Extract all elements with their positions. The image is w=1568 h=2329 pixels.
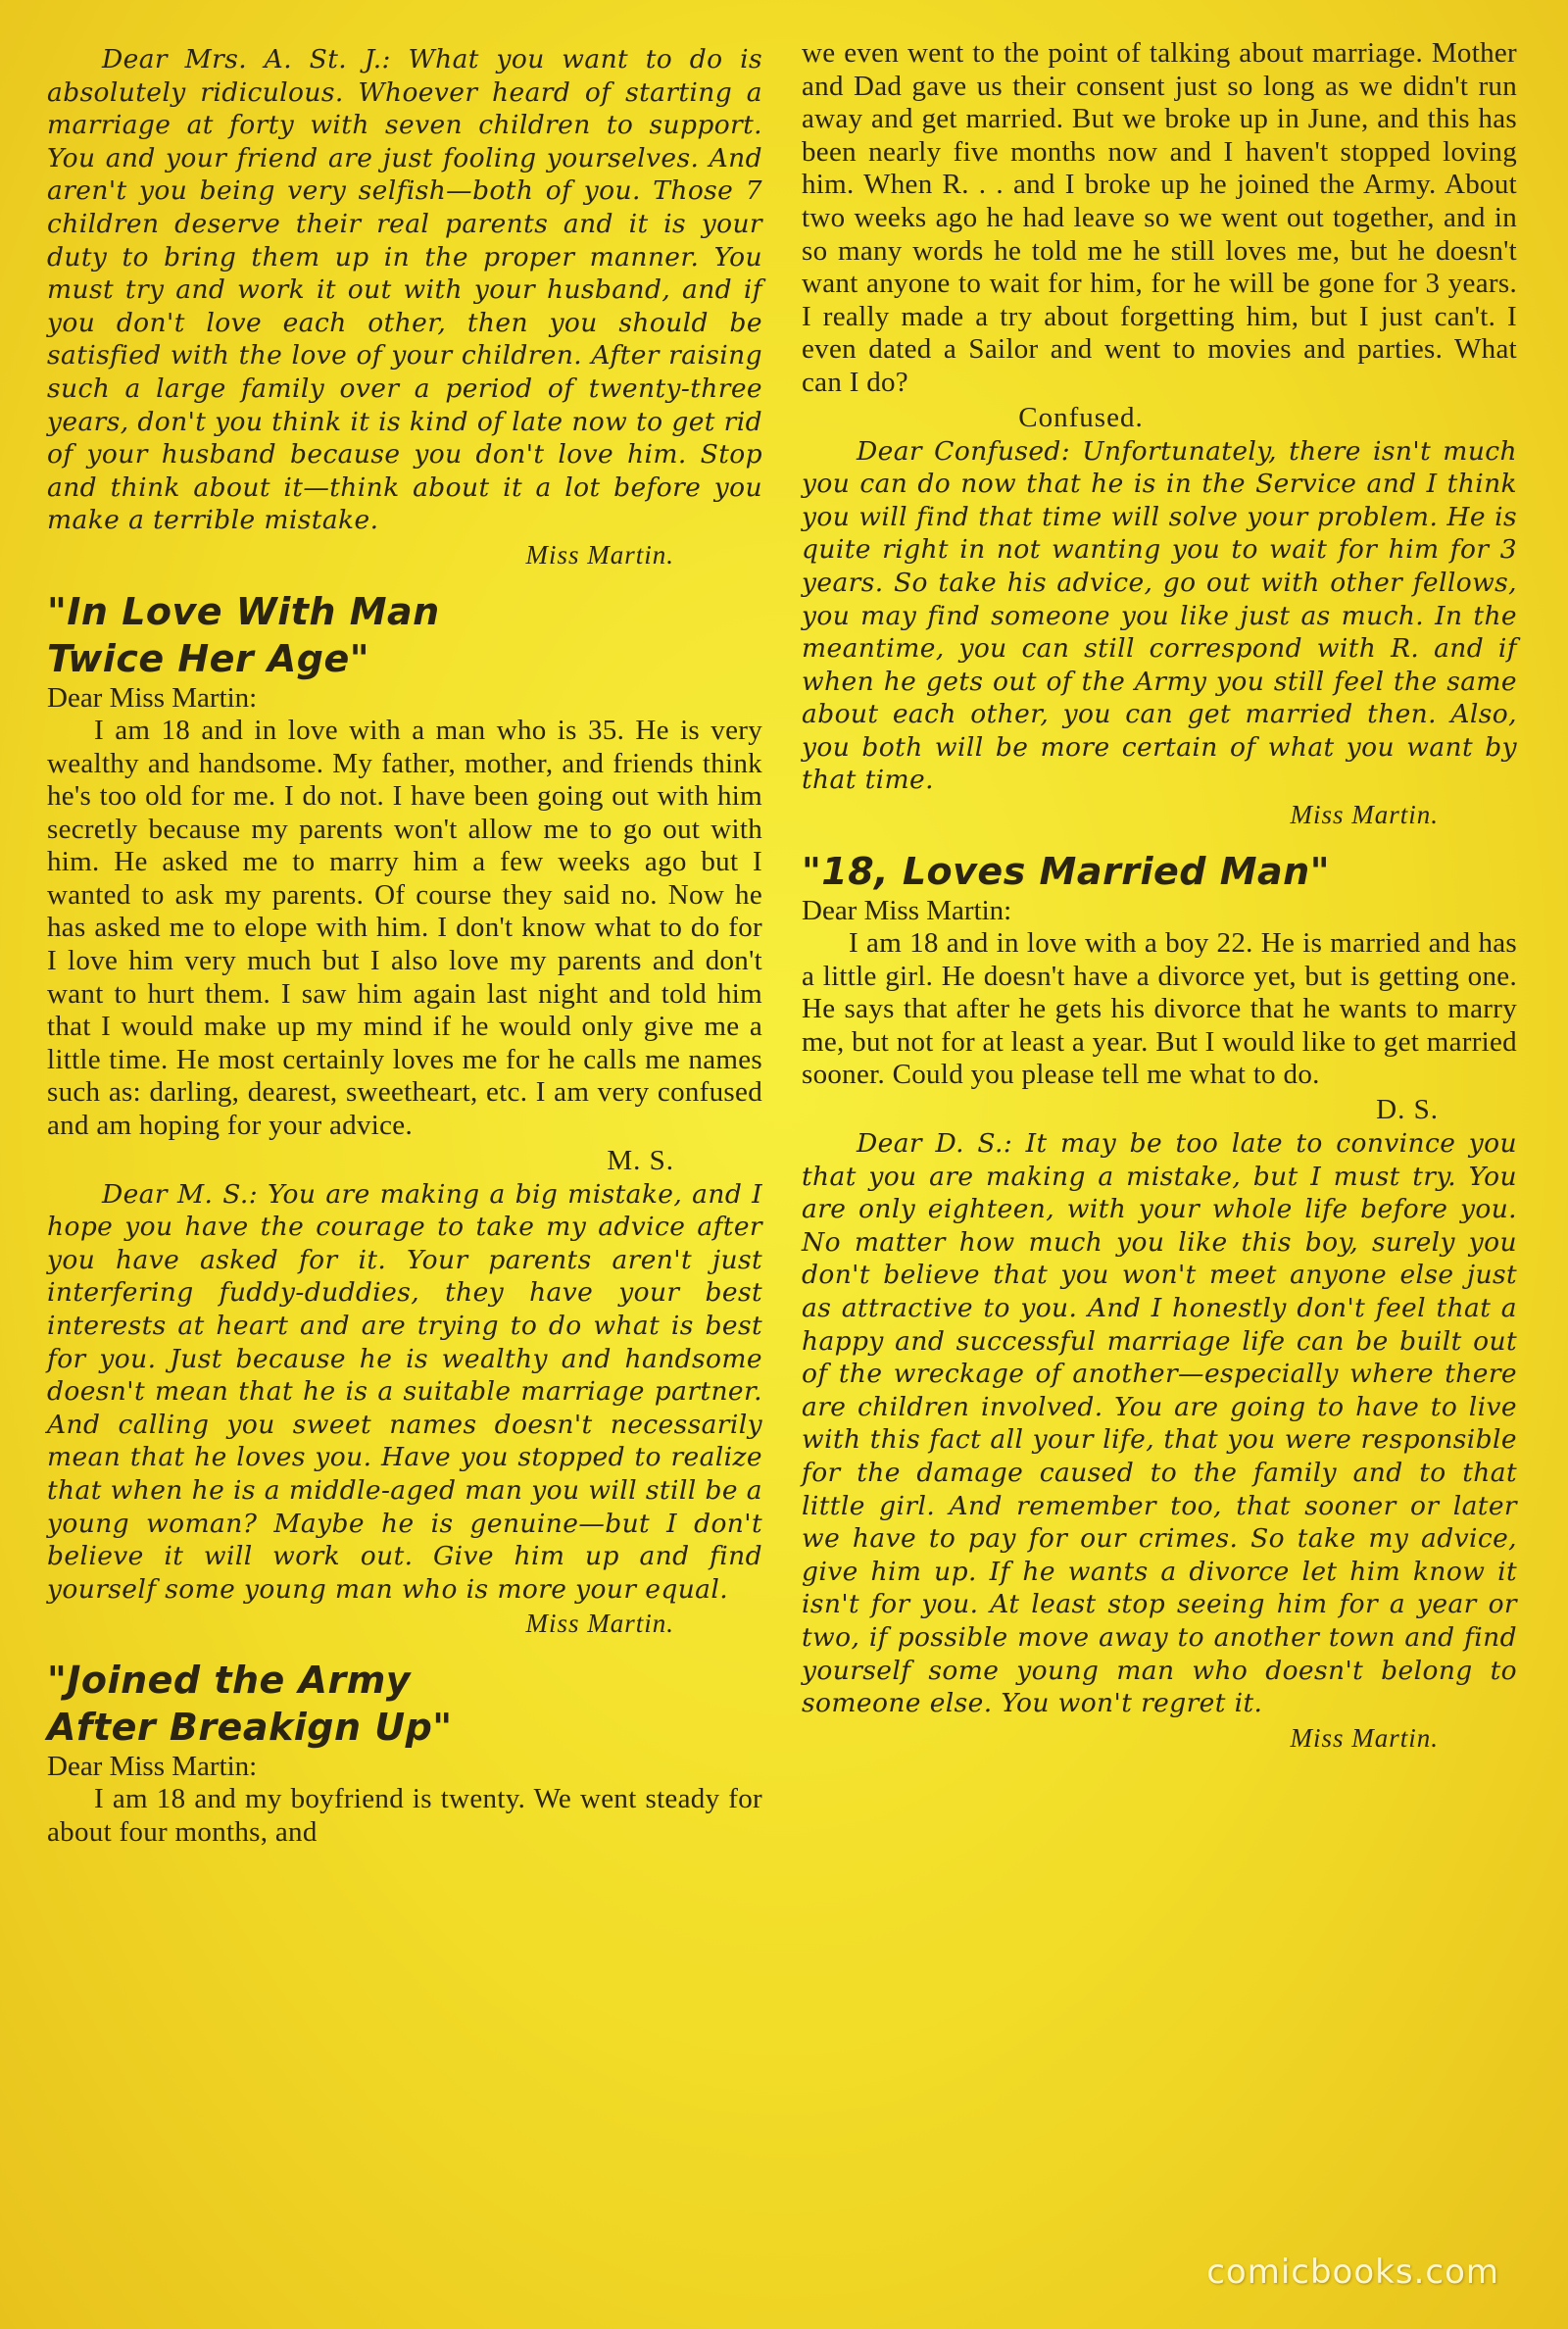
article-headline <box>47 588 762 682</box>
answer-text: Dear M. S.: You are making a big mistake, and I hope you have the courage to take my advice after you have asked for it. Your parents aren't just interfering fuddy-duddies, they have your best interests at heart and are trying to do what is best for you. Just because he is wealthy and handsome doesn't mean that he is a suitable marriage partner. And calling you sweet names doesn't necessarily mean that he loves you. Have you stopped to realize that when he is a middle-aged man you will still be a young woman? Maybe he is genuine—but I don't believe it will work out. Give him up and find yourself some young man who is more your equal. <box>47 1178 762 1605</box>
salutation: Dear Miss Martin: <box>47 1751 258 1783</box>
salutation: Dear Miss Martin: <box>47 681 258 714</box>
article-joined-the-army <box>47 1657 762 1849</box>
reader-letter-continued: we even went to the point of talking about marriage. Mother and Dad gave us their consent just so long as we didn't run away and get married. But we broke up in June, and this has been nearly five months now and I haven't stopped loving him. When R. . . and I broke up he joined the Army. About two weeks ago he had leave so we went out together, and in so many words he told me he still loves me, but he doesn't want anyone to wait for him, for he will be gone for 3 years. I really made a try about forgetting him, but I just can't. I even dated a Sailor and went to movies and parties. What can I do? <box>802 37 1517 398</box>
answer-text: Dear Mrs. A. St. J.: What you want to do is absolutely ridiculous. Whoever heard of starting a marriage at forty with seven children to support. You and your friend are just fooling yourselves. And aren't you being very selfish—both of you. Those 7 children deserve their real parents and it is your duty to bring them up in the proper manner. You must try and work it out with your husband, and if you don't love each other, then you should be satisfied with the love of your children. After raising such a large family over a period of twenty-three years, don't you think it is kind of late now to get rid of your husband because you don't love him. Stop and think about it—think about it a lot before you make a terrible mistake. <box>47 44 762 536</box>
answer-signature: Miss Martin. <box>1290 1722 1439 1753</box>
answer-mrs-a-st-j <box>47 43 762 572</box>
answer-signature: Miss Martin. <box>1290 800 1439 830</box>
article-joined-the-army-continued <box>802 37 1517 832</box>
headline-line-1: "In Love With Man <box>47 589 440 633</box>
answer-text: Dear Confused: Unfortunately, there isn't much you can do now that he is in the Service and I think you will find that time will solve your problem. He is quite right in not wanting you to wait for him for 3 years. So take his advice, go out with other fellows, you may find someone you like just as much. In the meantime, you can still correspond with R. and if when he gets out of the Army you still feel the same about each other, you can get married then. Also, you both will be more certain of what you want by that time. <box>802 435 1517 796</box>
reader-letter-start: I am 18 and my boyfriend is twenty. We went steady for about four months, and <box>47 1783 762 1848</box>
headline-line-2: Twice Her Age" <box>47 636 370 680</box>
article-loves-married-man <box>802 848 1517 1756</box>
answer-signature: Miss Martin. <box>525 539 674 570</box>
right-column <box>802 37 1517 1763</box>
letter-signature: D. S. <box>1376 1094 1439 1126</box>
left-column <box>47 43 762 1858</box>
letter-signature: Confused. <box>1018 401 1144 433</box>
article-headline <box>47 1657 762 1751</box>
reader-letter: I am 18 and in love with a man who is 35. He is very wealthy and handsome. My father, mother, and friends think he's too old for me. I do not. I have been going out with him secretly because my parents won't allow me to go out with him. He asked me to marry him a few weeks ago but I wanted to ask my parents. Of course they said no. Now he has asked me to elope with him. I don't know what to do for I love him very much but I also love my parents and don't want to hurt them. I saw him again last night and told him that I would make up my mind if he would only give me a little time. He most certainly loves me for he calls me names such as: darling, dearest, sweetheart, etc. I am very confused and am hoping for your advice. <box>47 714 762 1142</box>
headline-line-1: "Joined the Army <box>47 1659 412 1703</box>
headline-line-2: After Breakign Up" <box>47 1706 453 1750</box>
letter-signature: M. S. <box>607 1144 674 1176</box>
watermark-text: comicbooks.com <box>1206 2253 1499 2292</box>
article-in-love-with-man <box>47 588 762 1641</box>
reader-letter: I am 18 and in love with a boy 22. He is married and has a little girl. He doesn't have a divorce yet, but is getting one. He says that after he gets his divorce that he wants to marry me, but not for at least a year. But I would like to get married sooner. Could you please tell me what to do. <box>802 927 1517 1091</box>
salutation: Dear Miss Martin: <box>802 895 1012 927</box>
answer-signature: Miss Martin. <box>525 1609 674 1639</box>
answer-text: Dear D. S.: It may be too late to convince you that you are making a mistake, but I must try. You are only eighteen, with your whole life before you. No matter how much you like this boy, surely you don't believe that you won't meet anyone else just as attractive to you. And I honestly don't feel that a happy and successful marriage life can be built out of the wreckage of another—especially where there are children involved. You are going to have to live with this fact all your life, that you were responsible for the damage caused to the family and to that little girl. And remember too, that sooner or later we have to pay for our crimes. So take my advice, give him up. If he wants a divorce let him know it isn't for you. At least stop seeing him for a year or two, if possible move away to another town and find yourself some young man who doesn't belong to someone else. You won't regret it. <box>802 1128 1517 1719</box>
article-headline: "18, Loves Married Man" <box>802 850 1331 894</box>
